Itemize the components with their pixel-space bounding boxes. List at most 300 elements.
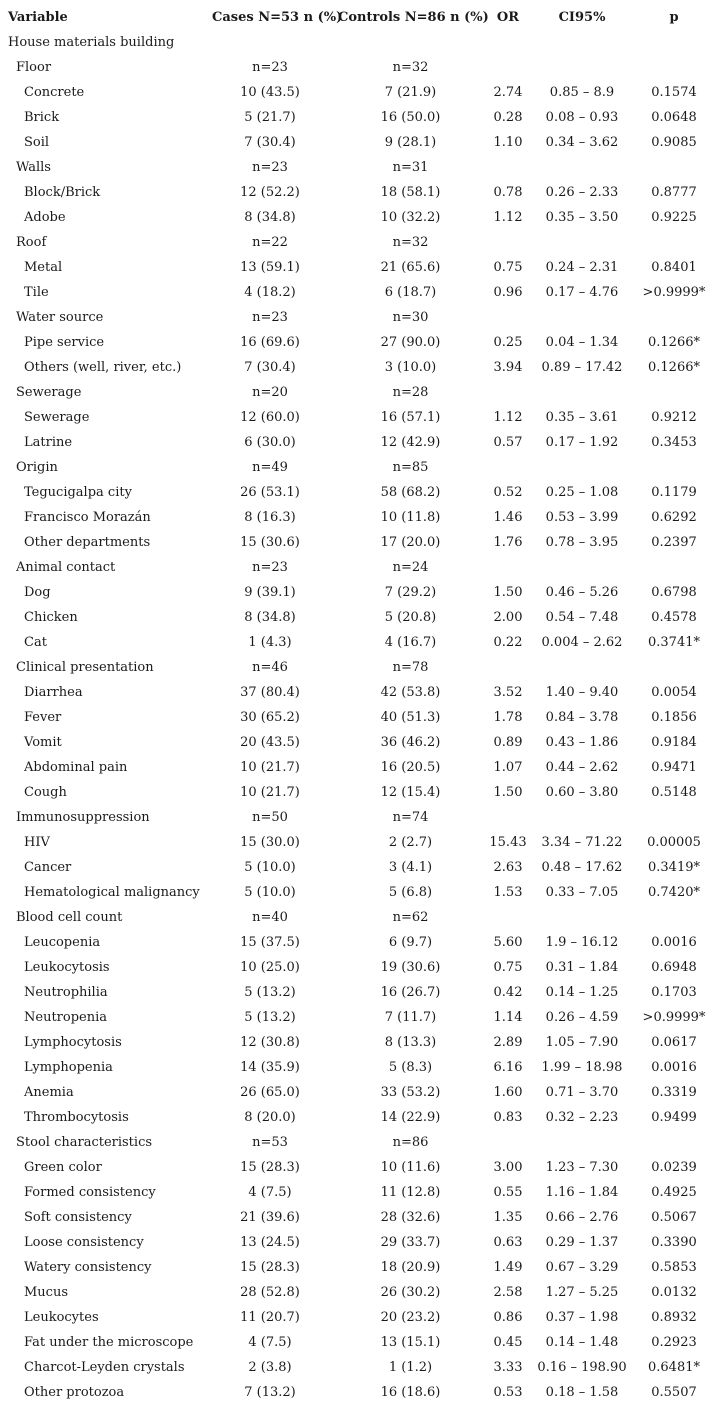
table-group-row <box>0 805 716 830</box>
cell-variable: Sewerage <box>24 410 90 425</box>
cell-ci: 0.33 – 7.05 <box>545 885 619 900</box>
cell-controls: 4 (16.7) <box>384 635 437 650</box>
cell-ci: 0.78 – 3.95 <box>545 535 619 550</box>
cell-variable: Loose consistency <box>24 1235 144 1250</box>
cell-ci: 0.14 – 1.25 <box>545 985 619 1000</box>
cell-variable: Fever <box>24 710 62 725</box>
table-group-row <box>0 305 716 330</box>
cell-controls: 58 (68.2) <box>380 485 441 500</box>
cell-ci: 0.08 – 0.93 <box>545 110 619 125</box>
cell-p: 0.9184 <box>651 735 697 750</box>
cell-cases: 16 (69.6) <box>240 335 300 350</box>
cell-controls: n=85 <box>392 460 429 475</box>
table-row <box>0 255 716 280</box>
cell-cases: 4 (7.5) <box>248 1185 292 1200</box>
cell-variable: Abdominal pain <box>24 760 128 775</box>
table-row <box>0 1105 716 1130</box>
cell-controls: 27 (90.0) <box>380 335 441 350</box>
cell-controls: 33 (53.2) <box>380 1085 441 1100</box>
cell-variable: Francisco Morazán <box>24 510 151 525</box>
table-body <box>0 30 716 1405</box>
cell-variable: Blood cell count <box>16 910 123 925</box>
cell-or: 3.94 <box>493 360 523 375</box>
cell-ci: 0.84 – 3.78 <box>545 710 619 725</box>
cell-p: 0.3419* <box>648 860 700 875</box>
table-header <box>0 5 716 30</box>
cell-ci: 0.67 – 3.29 <box>545 1260 619 1275</box>
cell-or: 1.50 <box>493 585 523 600</box>
cell-p: >0.9999* <box>642 285 706 300</box>
cell-ci: 0.14 – 1.48 <box>545 1335 619 1350</box>
cell-variable: Watery consistency <box>24 1260 152 1275</box>
cell-variable: Other departments <box>24 535 151 550</box>
header-cases: Cases N=53 n (%) <box>212 10 343 25</box>
table-row <box>0 1230 716 1255</box>
cell-or: 0.89 <box>493 735 523 750</box>
cell-cases: 37 (80.4) <box>240 685 300 700</box>
cell-cases: 1 (4.3) <box>248 635 292 650</box>
table-row <box>0 1280 716 1305</box>
cell-controls: 18 (58.1) <box>380 185 441 200</box>
table-row <box>0 730 716 755</box>
table-row <box>0 1330 716 1355</box>
cell-controls: 3 (4.1) <box>388 860 433 875</box>
cell-controls: n=62 <box>392 910 429 925</box>
table-row <box>0 180 716 205</box>
cell-p: 0.5067 <box>651 1210 697 1225</box>
cell-controls: 21 (65.6) <box>380 260 441 275</box>
cell-p: 0.2397 <box>651 535 697 550</box>
cell-variable: Sewerage <box>16 385 82 400</box>
cell-variable: Anemia <box>24 1085 74 1100</box>
cell-p: 0.4578 <box>651 610 697 625</box>
cell-p: 0.2923 <box>651 1335 697 1350</box>
cell-cases: n=23 <box>252 310 288 325</box>
cell-variable: Mucus <box>24 1285 69 1300</box>
cell-cases: 12 (30.8) <box>240 1035 300 1050</box>
cell-ci: 0.85 – 8.9 <box>549 85 615 100</box>
cell-cases: 15 (28.3) <box>240 1260 300 1275</box>
cell-variable: Others (well, river, etc.) <box>24 360 182 375</box>
cell-controls: 17 (20.0) <box>380 535 441 550</box>
cell-cases: 15 (30.0) <box>240 835 300 850</box>
cell-ci: 0.43 – 1.86 <box>545 735 619 750</box>
cell-cases: 15 (37.5) <box>240 935 300 950</box>
cell-cases: 13 (24.5) <box>240 1235 300 1250</box>
cell-ci: 0.53 – 3.99 <box>545 510 619 525</box>
cell-p: 0.8932 <box>651 1310 697 1325</box>
table-row <box>0 1005 716 1030</box>
cell-p: 0.1703 <box>651 985 697 1000</box>
cell-or: 3.33 <box>493 1360 523 1375</box>
cell-controls: 28 (32.6) <box>380 1210 441 1225</box>
cell-cases: n=20 <box>252 385 288 400</box>
cell-controls: 16 (57.1) <box>380 410 441 425</box>
cell-controls: 16 (50.0) <box>380 110 441 125</box>
cell-variable: Cough <box>24 785 67 800</box>
table-row <box>0 880 716 905</box>
cell-or: 1.60 <box>493 1085 523 1100</box>
cell-controls: 6 (9.7) <box>388 935 433 950</box>
cell-controls: n=86 <box>392 1135 429 1150</box>
cell-variable: Cancer <box>24 860 72 875</box>
cell-or: 0.96 <box>493 285 523 300</box>
table-row <box>0 105 716 130</box>
cell-variable: Green color <box>24 1160 102 1175</box>
cell-or: 1.50 <box>493 785 523 800</box>
cell-or: 1.78 <box>493 710 523 725</box>
table-row <box>0 930 716 955</box>
table-row <box>0 1380 716 1405</box>
cell-variable: Vomit <box>24 735 62 750</box>
cell-ci: 0.35 – 3.61 <box>545 410 619 425</box>
cell-controls: 20 (23.2) <box>380 1310 441 1325</box>
table-row <box>0 355 716 380</box>
data-table <box>0 5 716 1405</box>
cell-p: 0.0016 <box>651 935 697 950</box>
table-group-row <box>0 230 716 255</box>
cell-p: 0.8401 <box>651 260 697 275</box>
cell-cases: 8 (16.3) <box>244 510 296 525</box>
cell-variable: Clinical presentation <box>16 660 154 675</box>
cell-cases: n=46 <box>252 660 288 675</box>
cell-controls: 26 (30.2) <box>380 1285 441 1300</box>
cell-cases: 8 (34.8) <box>244 210 296 225</box>
cell-variable: Metal <box>24 260 63 275</box>
cell-variable: Lymphopenia <box>24 1060 113 1075</box>
cell-cases: 30 (65.2) <box>240 710 300 725</box>
cell-controls: 3 (10.0) <box>384 360 437 375</box>
cell-ci: 0.35 – 3.50 <box>545 210 619 225</box>
cell-cases: 7 (30.4) <box>244 135 296 150</box>
cell-variable: Diarrhea <box>24 685 83 700</box>
table-row <box>0 205 716 230</box>
cell-controls: 5 (8.3) <box>388 1060 433 1075</box>
cell-p: 0.3319 <box>651 1085 697 1100</box>
cell-ci: 1.9 – 16.12 <box>545 935 619 950</box>
cell-or: 0.42 <box>493 985 523 1000</box>
table-row <box>0 80 716 105</box>
table-row <box>0 980 716 1005</box>
cell-ci: 1.05 – 7.90 <box>545 1035 619 1050</box>
cell-cases: 15 (30.6) <box>240 535 300 550</box>
cell-ci: 0.26 – 2.33 <box>545 185 619 200</box>
cell-ci: 0.54 – 7.48 <box>545 610 619 625</box>
cell-ci: 0.48 – 17.62 <box>541 860 623 875</box>
cell-ci: 0.004 – 2.62 <box>541 635 623 650</box>
cell-cases: 7 (30.4) <box>244 360 296 375</box>
cell-cases: n=23 <box>252 60 288 75</box>
cell-p: 0.0132 <box>651 1285 697 1300</box>
cell-or: 0.75 <box>493 260 523 275</box>
cell-ci: 0.16 – 198.90 <box>537 1360 627 1375</box>
table-row <box>0 530 716 555</box>
cell-controls: n=24 <box>392 560 429 575</box>
table-row <box>0 280 716 305</box>
cell-controls: n=78 <box>392 660 429 675</box>
cell-or: 0.53 <box>493 1385 523 1400</box>
cell-p: 0.0617 <box>651 1035 697 1050</box>
cell-cases: 5 (10.0) <box>244 885 296 900</box>
cell-p: 0.3741* <box>648 635 700 650</box>
cell-p: 0.9471 <box>651 760 697 775</box>
cell-p: 0.9085 <box>651 135 697 150</box>
table-row <box>0 1180 716 1205</box>
cell-or: 1.35 <box>493 1210 523 1225</box>
cell-ci: 0.04 – 1.34 <box>545 335 619 350</box>
cell-cases: 28 (52.8) <box>240 1285 300 1300</box>
cell-variable: Animal contact <box>16 560 116 575</box>
cell-cases: 11 (20.7) <box>240 1310 300 1325</box>
cell-p: 0.1266* <box>648 360 700 375</box>
cell-or: 0.57 <box>493 435 523 450</box>
cell-or: 5.60 <box>493 935 523 950</box>
cell-controls: 16 (18.6) <box>380 1385 441 1400</box>
cell-ci: 1.40 – 9.40 <box>545 685 619 700</box>
cell-ci: 1.23 – 7.30 <box>545 1160 619 1175</box>
cell-p: 0.1266* <box>648 335 700 350</box>
cell-cases: 9 (39.1) <box>244 585 296 600</box>
cell-ci: 1.99 – 18.98 <box>541 1060 623 1075</box>
cell-ci: 1.16 – 1.84 <box>545 1185 619 1200</box>
cell-p: 0.0239 <box>651 1160 697 1175</box>
cell-variable: Soft consistency <box>24 1210 132 1225</box>
cell-p: 0.00005 <box>647 835 701 850</box>
header-variable: Variable <box>8 10 68 25</box>
table-row <box>0 1080 716 1105</box>
cell-or: 0.52 <box>493 485 523 500</box>
cell-or: 0.55 <box>493 1185 523 1200</box>
cell-ci: 0.24 – 2.31 <box>545 260 619 275</box>
cell-ci: 0.25 – 1.08 <box>545 485 619 500</box>
cell-or: 0.25 <box>493 335 523 350</box>
table-row <box>0 1155 716 1180</box>
cell-ci: 0.26 – 4.59 <box>545 1010 619 1025</box>
cell-ci: 0.37 – 1.98 <box>545 1310 619 1325</box>
table-row <box>0 855 716 880</box>
cell-p: >0.9999* <box>642 1010 706 1025</box>
cell-controls: 6 (18.7) <box>384 285 437 300</box>
cell-ci: 0.32 – 2.23 <box>545 1110 619 1125</box>
cell-controls: n=74 <box>392 810 429 825</box>
cell-cases: n=53 <box>252 1135 288 1150</box>
cell-variable: HIV <box>24 835 50 850</box>
cell-or: 1.76 <box>493 535 523 550</box>
cell-variable: Tegucigalpa city <box>24 485 132 500</box>
table-section-row <box>0 30 716 55</box>
cell-variable: Lymphocytosis <box>24 1035 122 1050</box>
cell-cases: 26 (53.1) <box>240 485 300 500</box>
cell-ci: 0.31 – 1.84 <box>545 960 619 975</box>
cell-controls: n=28 <box>392 385 429 400</box>
cell-ci: 0.60 – 3.80 <box>545 785 619 800</box>
cell-variable: Roof <box>16 235 47 250</box>
cell-p: 0.8777 <box>651 185 697 200</box>
cell-p: 0.5853 <box>651 1260 697 1275</box>
table-group-row <box>0 155 716 180</box>
cell-ci: 0.17 – 1.92 <box>545 435 619 450</box>
cell-cases: n=23 <box>252 160 288 175</box>
table-row <box>0 1255 716 1280</box>
cell-or: 0.86 <box>493 1310 523 1325</box>
cell-p: 0.5507 <box>651 1385 697 1400</box>
cell-cases: 13 (59.1) <box>240 260 300 275</box>
cell-variable: Charcot-Leyden crystals <box>24 1360 185 1375</box>
cell-or: 3.52 <box>493 685 523 700</box>
cell-cases: 7 (13.2) <box>244 1385 296 1400</box>
cell-variable: Other protozoa <box>24 1385 125 1400</box>
cell-variable: Tile <box>24 285 49 300</box>
cell-p: 0.3390 <box>651 1235 697 1250</box>
cell-variable: Pipe service <box>24 335 105 350</box>
cell-p: 0.1179 <box>651 485 697 500</box>
cell-p: 0.6798 <box>651 585 697 600</box>
cell-or: 1.07 <box>493 760 523 775</box>
cell-or: 0.83 <box>493 1110 523 1125</box>
cell-cases: 8 (20.0) <box>244 1110 296 1125</box>
cell-or: 6.16 <box>493 1060 523 1075</box>
cell-ci: 0.89 – 17.42 <box>541 360 623 375</box>
header-p: p <box>669 10 679 25</box>
cell-p: 0.6948 <box>651 960 697 975</box>
cell-ci: 0.44 – 2.62 <box>545 760 619 775</box>
cell-controls: n=30 <box>392 310 429 325</box>
cell-ci: 0.18 – 1.58 <box>545 1385 619 1400</box>
table-group-row <box>0 555 716 580</box>
table-row <box>0 505 716 530</box>
cell-cases: 12 (52.2) <box>240 185 300 200</box>
table-row <box>0 1055 716 1080</box>
table-row <box>0 630 716 655</box>
table-row <box>0 480 716 505</box>
cell-cases: 4 (7.5) <box>248 1335 292 1350</box>
cell-controls: 13 (15.1) <box>380 1335 441 1350</box>
cell-controls: 9 (28.1) <box>384 135 437 150</box>
cell-cases: n=40 <box>252 910 288 925</box>
cell-cases: n=23 <box>252 560 288 575</box>
cell-cases: 10 (43.5) <box>240 85 300 100</box>
cell-controls: 40 (51.3) <box>380 710 441 725</box>
table-group-row <box>0 380 716 405</box>
cell-p: 0.7420* <box>648 885 700 900</box>
cell-variable: Fat under the microscope <box>24 1335 194 1350</box>
table-row <box>0 580 716 605</box>
cell-cases: 10 (21.7) <box>240 760 300 775</box>
cell-controls: 7 (21.9) <box>384 85 437 100</box>
cell-controls: 10 (11.6) <box>380 1160 441 1175</box>
table-row <box>0 130 716 155</box>
cell-controls: 10 (11.8) <box>380 510 441 525</box>
cell-or: 1.10 <box>493 135 523 150</box>
cell-variable: Floor <box>16 60 52 75</box>
cell-variable: Hematological malignancy <box>24 885 200 900</box>
cell-cases: 14 (35.9) <box>240 1060 300 1075</box>
cell-variable: Neutropenia <box>24 1010 108 1025</box>
cell-variable: Dog <box>24 585 51 600</box>
cell-p: 0.3453 <box>651 435 697 450</box>
cell-cases: 10 (25.0) <box>240 960 300 975</box>
cell-controls: 16 (26.7) <box>380 985 441 1000</box>
cell-or: 1.12 <box>493 210 523 225</box>
cell-variable: Soil <box>24 135 50 150</box>
cell-cases: 10 (21.7) <box>240 785 300 800</box>
cell-variable: Stool characteristics <box>16 1135 153 1150</box>
cell-p: 0.0054 <box>651 685 697 700</box>
cell-or: 1.14 <box>493 1010 523 1025</box>
cell-cases: 5 (10.0) <box>244 860 296 875</box>
cell-cases: n=49 <box>252 460 288 475</box>
cell-variable: Neutrophilia <box>24 985 108 1000</box>
cell-controls: 5 (6.8) <box>388 885 433 900</box>
cell-cases: 2 (3.8) <box>248 1360 292 1375</box>
cell-p: 0.9212 <box>651 410 697 425</box>
cell-or: 3.00 <box>493 1160 523 1175</box>
cell-controls: 19 (30.6) <box>380 960 441 975</box>
cell-ci: 3.34 – 71.22 <box>541 835 623 850</box>
cell-p: 0.5148 <box>651 785 697 800</box>
table-row <box>0 755 716 780</box>
cell-or: 2.74 <box>493 85 523 100</box>
cell-controls: 12 (42.9) <box>380 435 441 450</box>
cell-variable: Latrine <box>24 435 73 450</box>
cell-variable: Origin <box>16 460 58 475</box>
cell-or: 1.12 <box>493 410 523 425</box>
cell-cases: n=22 <box>252 235 288 250</box>
cell-controls: 10 (32.2) <box>380 210 441 225</box>
cell-controls: 42 (53.8) <box>380 685 441 700</box>
table-row <box>0 405 716 430</box>
cell-cases: 5 (13.2) <box>244 1010 296 1025</box>
cell-variable: Walls <box>16 160 51 175</box>
table-row <box>0 1030 716 1055</box>
cell-ci: 0.17 – 4.76 <box>545 285 619 300</box>
cell-controls: 1 (1.2) <box>388 1360 433 1375</box>
cell-controls: 5 (20.8) <box>384 610 437 625</box>
table-row <box>0 1305 716 1330</box>
cell-p: 0.1574 <box>651 85 697 100</box>
cell-ci: 0.46 – 5.26 <box>545 585 619 600</box>
cell-controls: 18 (20.9) <box>380 1260 441 1275</box>
cell-or: 0.28 <box>493 110 523 125</box>
table-row <box>0 330 716 355</box>
cell-variable: Chicken <box>24 610 78 625</box>
cell-cases: 12 (60.0) <box>240 410 300 425</box>
cell-variable: Leukocytosis <box>24 960 110 975</box>
cell-p: 0.9225 <box>651 210 697 225</box>
cell-or: 1.53 <box>493 885 523 900</box>
header-controls: Controls N=86 n (%) <box>338 10 489 25</box>
cell-controls: 36 (46.2) <box>380 735 441 750</box>
cell-variable: Cat <box>24 635 47 650</box>
cell-or: 0.22 <box>493 635 523 650</box>
cell-cases: 20 (43.5) <box>240 735 300 750</box>
table-row <box>0 1205 716 1230</box>
cell-controls: n=32 <box>392 235 429 250</box>
cell-variable: Brick <box>24 110 60 125</box>
cell-ci: 0.66 – 2.76 <box>545 1210 619 1225</box>
cell-ci: 0.29 – 1.37 <box>545 1235 619 1250</box>
table-group-row <box>0 455 716 480</box>
cell-variable: Water source <box>16 310 104 325</box>
header-or: OR <box>496 10 520 25</box>
header-ci: CI95% <box>558 10 606 25</box>
cell-p: 0.0016 <box>651 1060 697 1075</box>
cell-or: 0.75 <box>493 960 523 975</box>
cell-variable: Concrete <box>24 85 85 100</box>
cell-variable: House materials building <box>8 35 175 50</box>
cell-controls: 2 (2.7) <box>388 835 433 850</box>
cell-controls: 16 (20.5) <box>380 760 441 775</box>
